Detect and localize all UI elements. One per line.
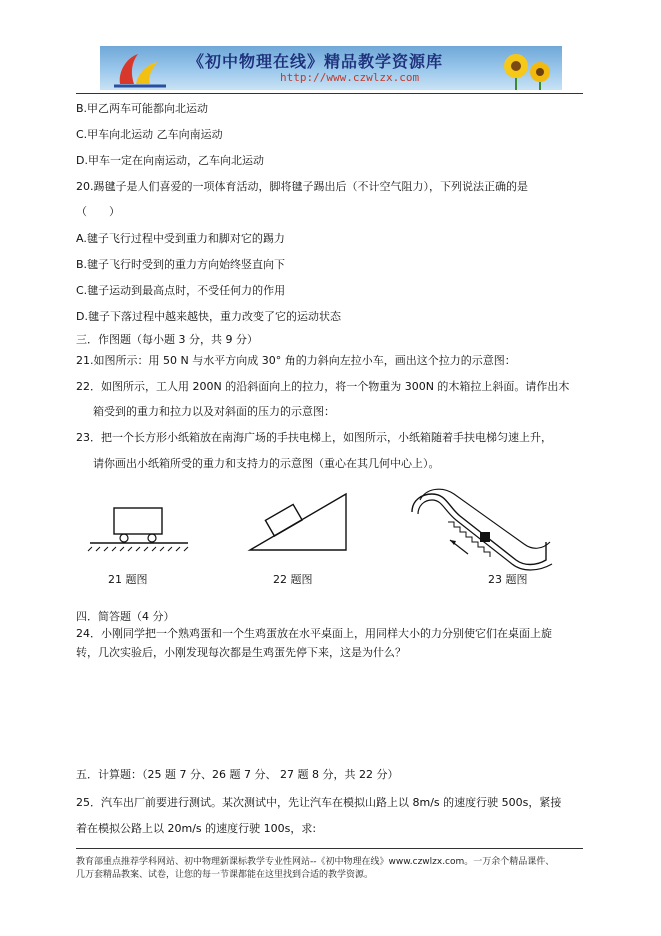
- header-banner: [100, 46, 562, 90]
- footer-line-2: 几万套精品教案、试卷，让您的每一节课都能在这里找到合适的教学资源。: [76, 870, 374, 880]
- text-line: 请你画出小纸箱所受的重力和支持力的示意图（重心在其几何中心上）。: [93, 457, 440, 470]
- banner-title: 《初中物理在线》精品教学资源库: [188, 52, 444, 71]
- text-line: 四．简答题（4 分）: [76, 610, 175, 623]
- text-line: 三．作图题（每小题 3 分，共 9 分）: [76, 333, 258, 346]
- text-line: 22．如图所示，工人用 200N 的沿斜面向上的拉力，将一个物重为 300N 的木箱拉上斜面。请作出木: [76, 380, 570, 393]
- text-line: C.甲车向北运动 乙车向南运动: [76, 128, 223, 141]
- text-line: C.毽子运动到最高点时，不受任何力的作用: [76, 284, 286, 297]
- text-line: A.毽子飞行过程中受到重力和脚对它的踢力: [76, 232, 285, 245]
- figure-21-cart: [88, 508, 188, 551]
- text-line: 着在模拟公路上以 20m/s 的速度行驶 100s，求:: [76, 822, 317, 835]
- text-line: 转，几次实验后，小刚发现每次都是生鸡蛋先停下来，这是为什么？: [76, 646, 406, 659]
- text-line: D.毽子下落过程中越来越快，重力改变了它的运动状态: [76, 310, 341, 323]
- site-logo-icon: [112, 50, 168, 88]
- figure-caption: 23 题图: [488, 573, 528, 586]
- text-line: 25．汽车出厂前要进行测试。某次测试中，先让汽车在模拟山路上以 8m/s 的速度行驶 500s，紧接: [76, 796, 562, 809]
- footer-divider: [76, 848, 583, 849]
- figure-caption: 22 题图: [273, 573, 313, 586]
- text-line: D.甲车一定在向南运动，乙车向北运动: [76, 154, 264, 167]
- text-line: B.甲乙两车可能都向北运动: [76, 102, 209, 115]
- figure-caption: 21 题图: [108, 573, 148, 586]
- text-line: （ ）: [76, 205, 120, 218]
- figure-23-escalator: [412, 489, 552, 570]
- figure-22-incline: [250, 494, 346, 550]
- footer-line-1: 教育部重点推荐学科网站、初中物理新课标教学专业性网站--《初中物理在线》www.czwlzx.com。一万余个精品课件、: [76, 857, 555, 867]
- text-line: 21.如图所示：用 50 N 与水平方向成 30° 角的力斜向左拉小车，画出这个拉力的示意图：: [76, 354, 516, 367]
- sunflower-icon: [496, 48, 556, 90]
- header-divider: [76, 93, 583, 94]
- text-line: 箱受到的重力和拉力以及对斜面的压力的示意图：: [93, 405, 335, 418]
- text-line: 24．小刚同学把一个熟鸡蛋和一个生鸡蛋放在水平桌面上，用同样大小的力分别使它们在桌面上旋: [76, 627, 552, 640]
- text-line: 23．把一个长方形小纸箱放在南海广场的手扶电梯上，如图所示，小纸箱随着手扶电梯匀速上升，: [76, 431, 552, 444]
- text-line: 20.踢毽子是人们喜爱的一项体育活动，脚将毽子踢出后（不计空气阻力），下列说法正确的是: [76, 180, 528, 193]
- banner-url[interactable]: http://www.czwlzx.com: [280, 71, 420, 84]
- text-line: B.毽子飞行时受到的重力方向始终竖直向下: [76, 258, 286, 271]
- text-line: 五．计算题：（25 题 7 分、26 题 7 分、 27 题 8 分，共 22 分）: [76, 768, 399, 781]
